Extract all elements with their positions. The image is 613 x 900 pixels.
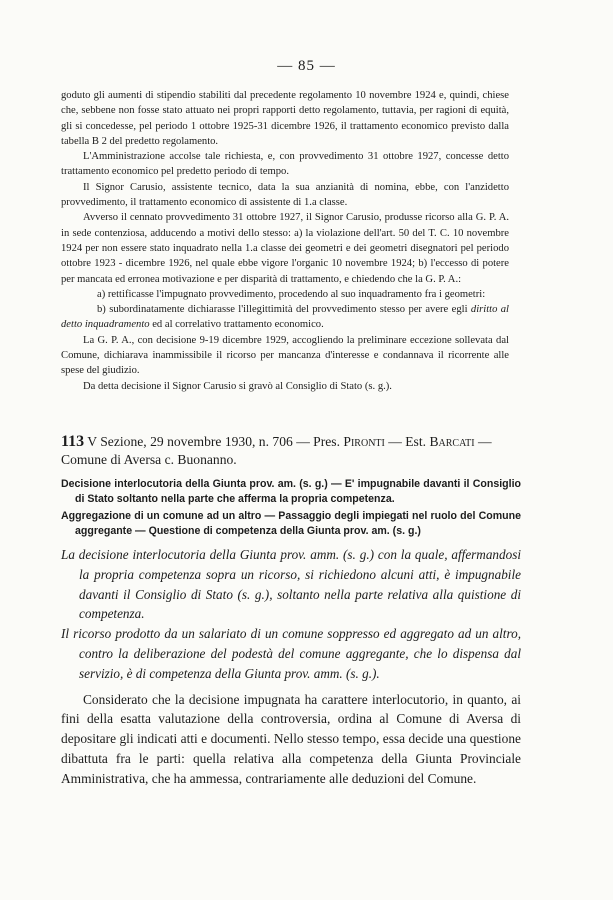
request-item-b-text: b) subordinatamente dichiarasse l'illegittimità del provvedimento stesso per avere egli [97, 304, 468, 316]
paragraph: goduto gli aumenti di stipendio stabiliti dal precedente regolamento 10 novembre 1924 e, quindi, chiese che, sebbene non fosse stato attuato nei propri rapporti detto regolamento, tuttavia, per ragioni di equità, gli si concedesse, pel periodo 1 ottobre 1925-31 dicembre 1926, il trattamento economico previsto dalla tabella B 2 del predetto regolamento. [61, 90, 509, 147]
paragraph: Il Signor Carusio, assistente tecnico, data la sua anzianità di nomina, ebbe, con l'anzidetto provvedimento, il trattamento economico di assistente di 1.a classe. [61, 181, 509, 209]
request-item-a: a) rettificasse l'impugnato provvedimento, procedendo al suo inquadramento fra i geometri: [97, 288, 486, 300]
request-item-b-end: ed al correlativo trattamento economico. [152, 319, 324, 331]
principle: La decisione interlocutoria della Giunta prov. amm. (s. g.) con la quale, affermandosi la propria competenza sopra un ricorso, si richiedono alcuni atti, è impugnabile davanti il Consiglio di Stato (s. g.), soltanto nella parte relativa alla quistione di competenza. [61, 547, 521, 622]
case-parties: — Comune di Aversa c. Buonanno. [61, 434, 492, 467]
paragraph: Da detta decisione il Signor Carusio si gravò al Consiglio di Stato (s. g.). [83, 380, 392, 392]
case-113 [61, 433, 521, 789]
page-number: — 85 — [277, 58, 336, 74]
paragraph: Avverso il cennato provvedimento 31 ottobre 1927, il Signor Carusio, produsse ricorso alla G. P. A. in sede contenziosa, adducendo a motivi dello stesso: a) la violazione dell'art. 50 del T. C. 10 novembre 1924 per non essere stato inquadrato nella 1.a classe dei geometri e dei geometri disegnatori pel periodo ottobre 1923 - dicembre 1926, nel quale ebbe vigore l'organic 10 novembre 1924; b) l'eccesso di potere per mancata ed erronea motivazione e per disparità di trattamento, e chiedendo che la G. P. A.: [61, 212, 509, 285]
massima: Decisione interlocutoria della Giunta prov. am. (s. g.) — E' impugnabile davanti il Consiglio di Stato soltanto nella parte che afferma la propria competenza. [61, 478, 521, 505]
paragraph: L'Amministrazione accolse tale richiesta, e, con provvedimento 31 ottobre 1927, concesse detto trattamento economico pel predetto periodo di tempo. [61, 151, 509, 178]
paragraph: La G. P. A., con decisione 9-19 dicembre 1929, accogliendo la preliminare eccezione sollevata dal Comune, dichiarava inammissibile il ricorso per mancanza d'interesse e condannava il ricorrente alle spese del giudizio. [61, 334, 509, 377]
request-item-b-italic: diritto al detto inquadramento [61, 304, 509, 331]
case-number: 113 [61, 433, 85, 450]
request-item-b [61, 302, 509, 333]
estensore-label: — Est. [388, 434, 427, 449]
decision-body: Considerato che la decisione impugnata ha carattere interlocutorio, in quanto, ai fini della esatta valutazione della controversia, ordina al Comune di Aversa di depositare gli indicati atti e documenti. Nello stesso tempo, essa decide una questione dibattuta fra le parti: quella relativa alla competenza della Giunta Provinciale Amministrativa, che ha ammessa, contrariamente alle deduzioni del Comune. [61, 691, 521, 786]
case-heading-text: V Sezione, 29 novembre 1930, n. 706 — Pres. [87, 434, 340, 449]
estensore-name: Barcati [429, 434, 475, 449]
president-name: Pironti [343, 434, 385, 449]
case-heading [61, 433, 521, 469]
preceding-case-text [61, 88, 509, 394]
principle: Il ricorso prodotto da un salariato di un comune soppresso ed aggregato ad un altro, contro la deliberazione del podestà del comune aggregante, che lo dispensa dal servizio, è di competenza della Giunta prov. amm. (s. g.). [61, 626, 521, 681]
massima: Aggregazione di un comune ad un altro — Passaggio degli impiegati nel ruolo del Comune aggregante — Questione di competenza della Giunta prov. am. (s. g.) [61, 510, 521, 537]
